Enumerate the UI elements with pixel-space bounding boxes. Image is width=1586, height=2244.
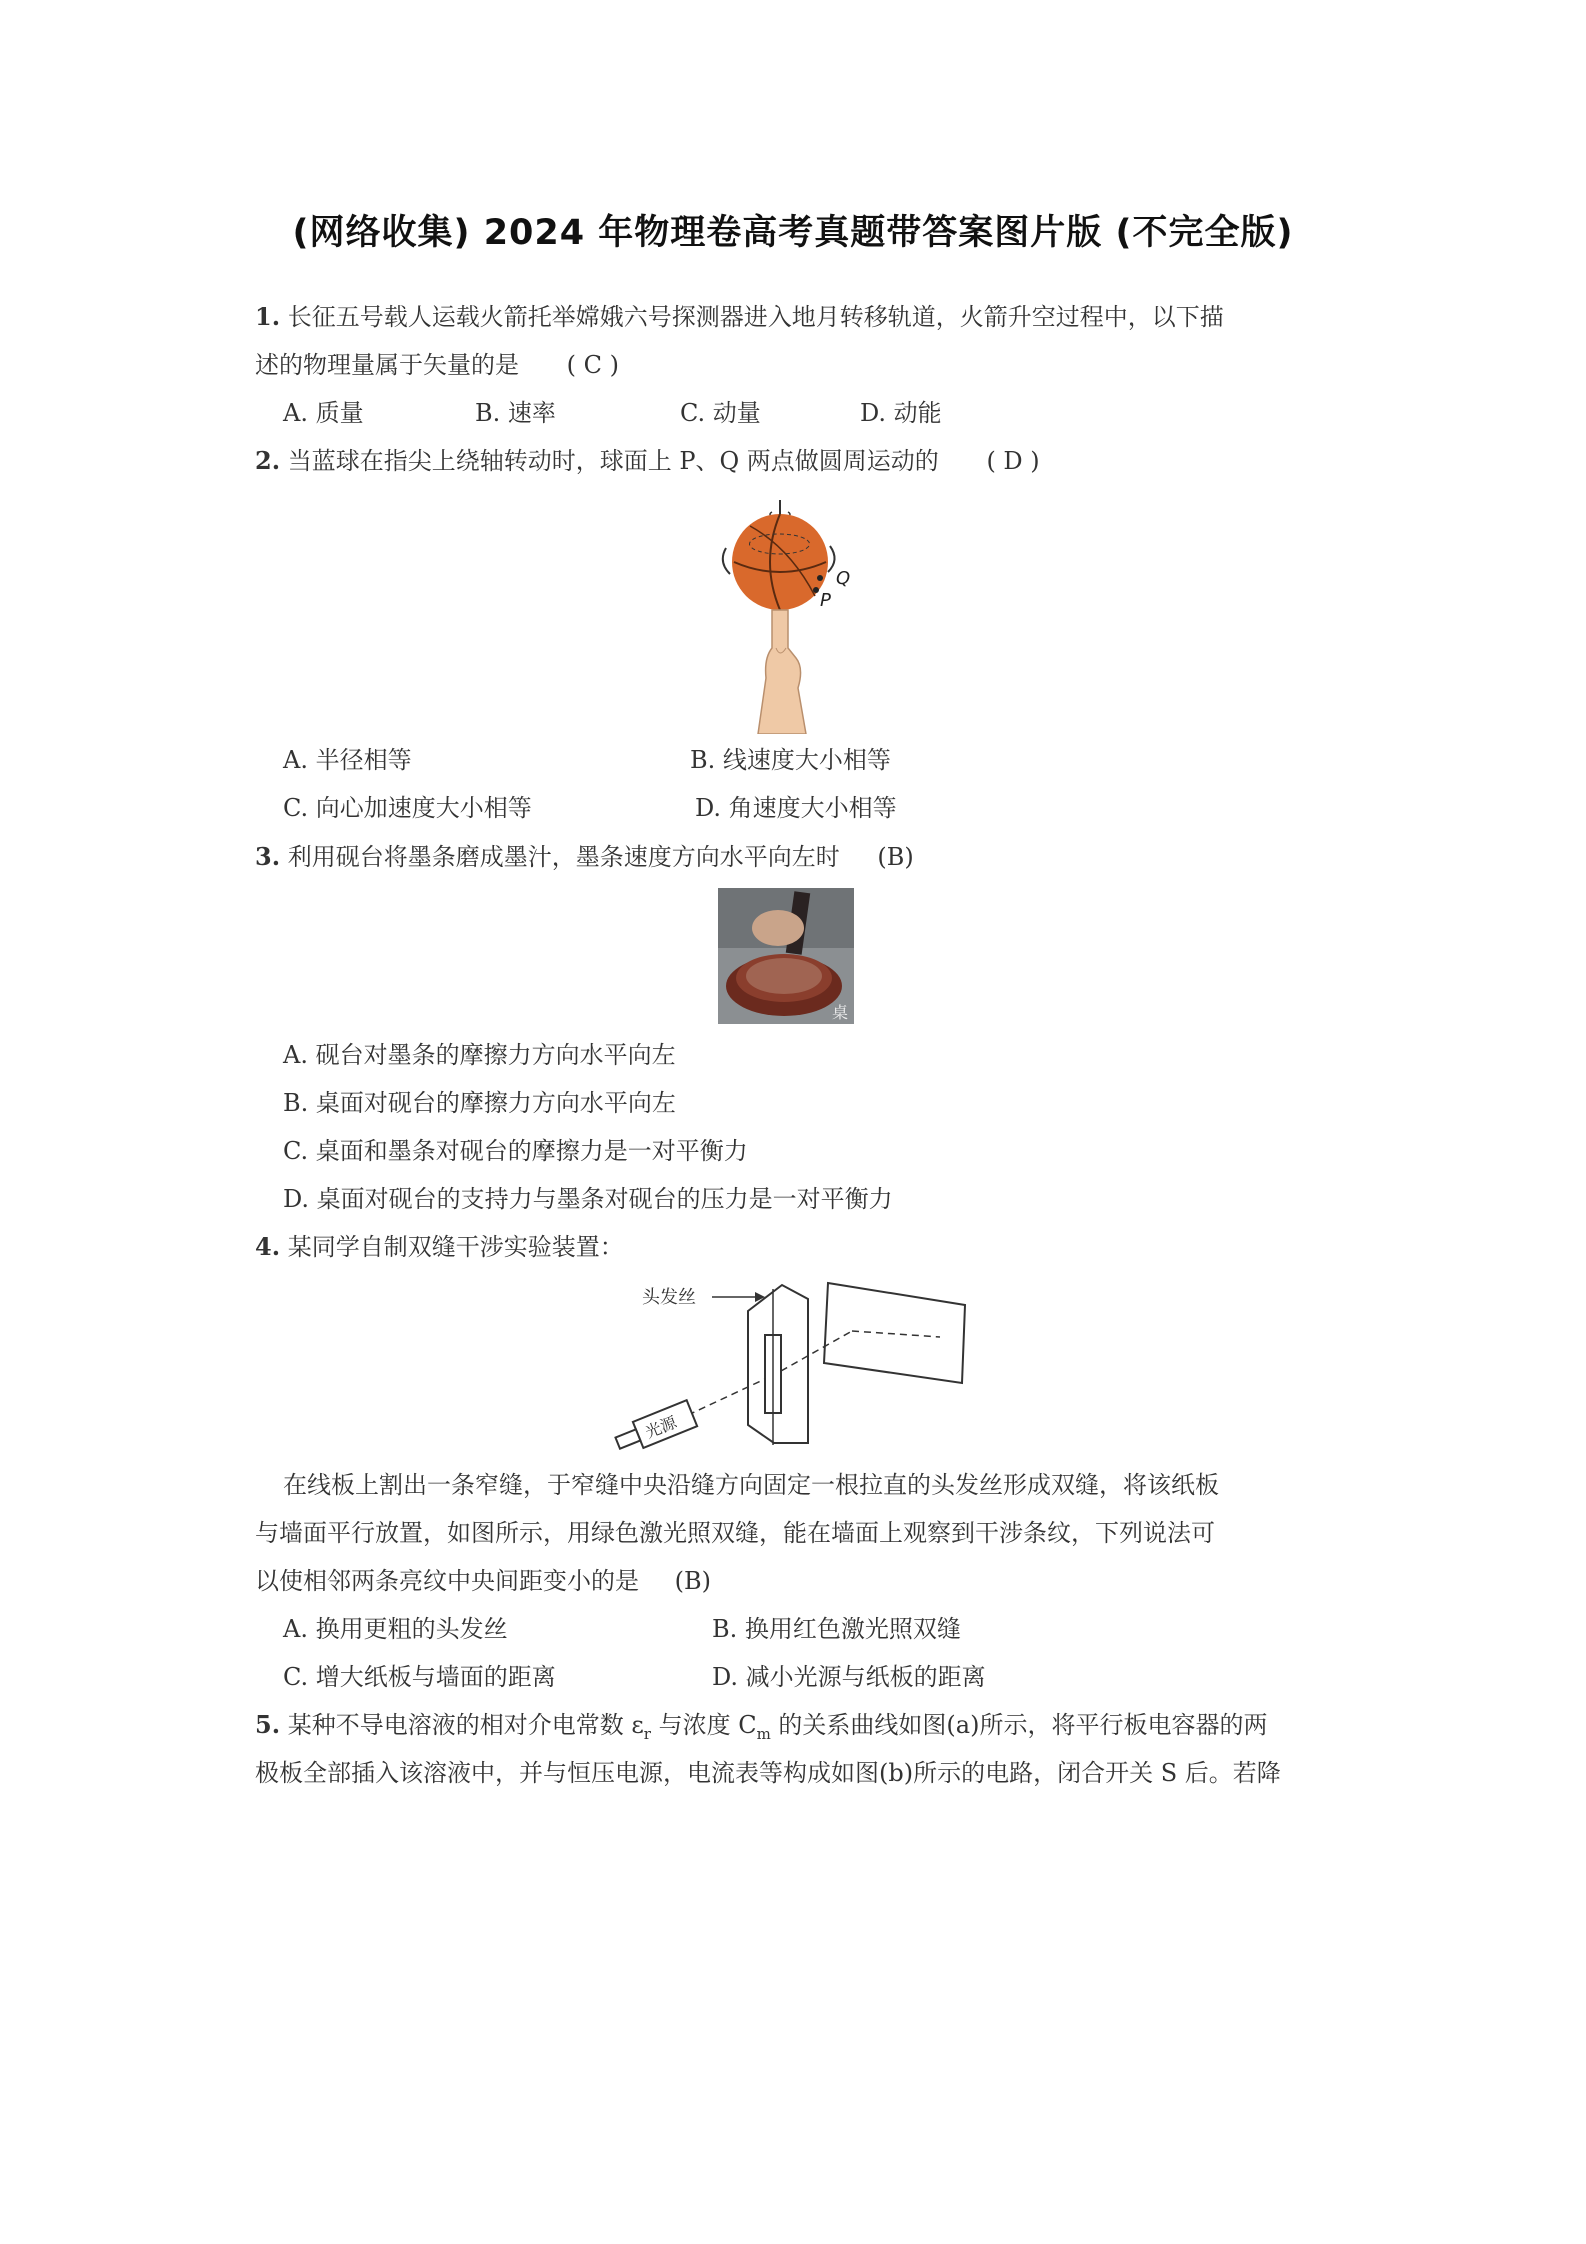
q1-option-c: C. 动量 [680,399,761,427]
q2-label-p: P [820,590,831,611]
q1-option-b: B. 速率 [475,399,556,427]
q5-stem-line2: 极板全部插入该溶液中，并与恒压电源，电流表等构成如图(b)所示的电路，闭合开关 S 后。若降 [255,1759,1281,1787]
q1-stem-line1 [255,302,1224,332]
q1-answer: ( C ) [566,351,619,379]
double-slit-diagram [600,1275,970,1459]
q4-answer: (B) [674,1567,712,1595]
q4-option-a: A. 换用更粗的头发丝 [283,1615,508,1643]
q4-para-line2: 与墙面平行放置，如图所示，用绿色激光照双缝，能在墙面上观察到干涉条纹，下列说法可 [255,1519,1215,1547]
q4-text-1: 某同学自制双缝干涉实验装置： [287,1233,624,1261]
inkstone-photo [718,888,854,1028]
q5-text-1: 某种不导电溶液的相对介电常数 ε [287,1711,644,1739]
q5-sub-r: r [643,1724,651,1743]
q4-option-d: D. 减小光源与纸板的距离 [712,1663,986,1691]
q5-text-1c: 的关系曲线如图(a)所示，将平行板电容器的两 [770,1711,1268,1739]
page-title: (网络收集) 2024 年物理卷高考真题带答案图片版 (不完全版) [292,213,1294,253]
q2-stem-line1 [255,446,1040,476]
q2-option-a: A. 半径相等 [283,746,412,774]
q1-text-1: 长征五号载人运载火箭托举嫦娥六号探测器进入地月转移轨道，火箭升空过程中，以下描 [287,303,1224,331]
q2-label-q: Q [836,568,851,589]
q4-para-line1: 在线板上割出一条窄缝，于窄缝中央沿缝方向固定一根拉直的头发丝形成双缝，将该纸板 [283,1471,1219,1499]
q1-option-d: D. 动能 [860,399,942,427]
q2-text-1: 当蓝球在指尖上绕轴转动时，球面上 P、Q 两点做圆周运动的 [287,447,939,475]
q3-photo-label: 桌 [832,1003,849,1022]
q1-option-a: A. 质量 [283,399,364,427]
q2-option-d: D. 角速度大小相等 [695,794,897,822]
q1-text-2: 述的物理量属于矢量的是 [255,351,519,379]
q5-text-1b: 与浓度 C [650,1711,757,1739]
q2-option-c: C. 向心加速度大小相等 [283,794,532,822]
q4-source-label: 光源 [642,1412,680,1443]
q5-number: 5. [255,1710,281,1739]
q3-option-c: C. 桌面和墨条对砚台的摩擦力是一对平衡力 [283,1137,748,1165]
q4-number: 4. [255,1232,281,1261]
q4-stem-line1 [255,1232,624,1262]
q2-number: 2. [255,446,281,475]
q4-option-c: C. 增大纸板与墙面的距离 [283,1663,556,1691]
q2-answer: ( D ) [986,447,1040,475]
q1-stem-line2 [255,350,619,380]
q5-sub-m: m [756,1724,771,1743]
q3-option-d: D. 桌面对砚台的支持力与墨条对砚台的压力是一对平衡力 [283,1185,893,1213]
q3-stem-line1 [255,842,914,872]
q4-hair-label: 头发丝 [642,1287,696,1308]
q3-number: 3. [255,842,281,871]
q3-option-a: A. 砚台对墨条的摩擦力方向水平向左 [283,1041,676,1069]
q4-text-3: 以使相邻两条亮纹中央间距变小的是 [255,1567,639,1595]
q1-number: 1. [255,302,281,331]
q3-option-b: B. 桌面对砚台的摩擦力方向水平向左 [283,1089,676,1117]
basketball-figure [720,498,870,738]
q4-para-line3 [255,1566,711,1596]
q3-text-1: 利用砚台将墨条磨成墨汁，墨条速度方向水平向左时 [287,843,840,871]
q2-option-b: B. 线速度大小相等 [690,746,891,774]
q4-option-b: B. 换用红色激光照双缝 [712,1615,961,1643]
q5-stem-line1 [255,1710,1267,1749]
q3-answer: (B) [877,843,914,871]
